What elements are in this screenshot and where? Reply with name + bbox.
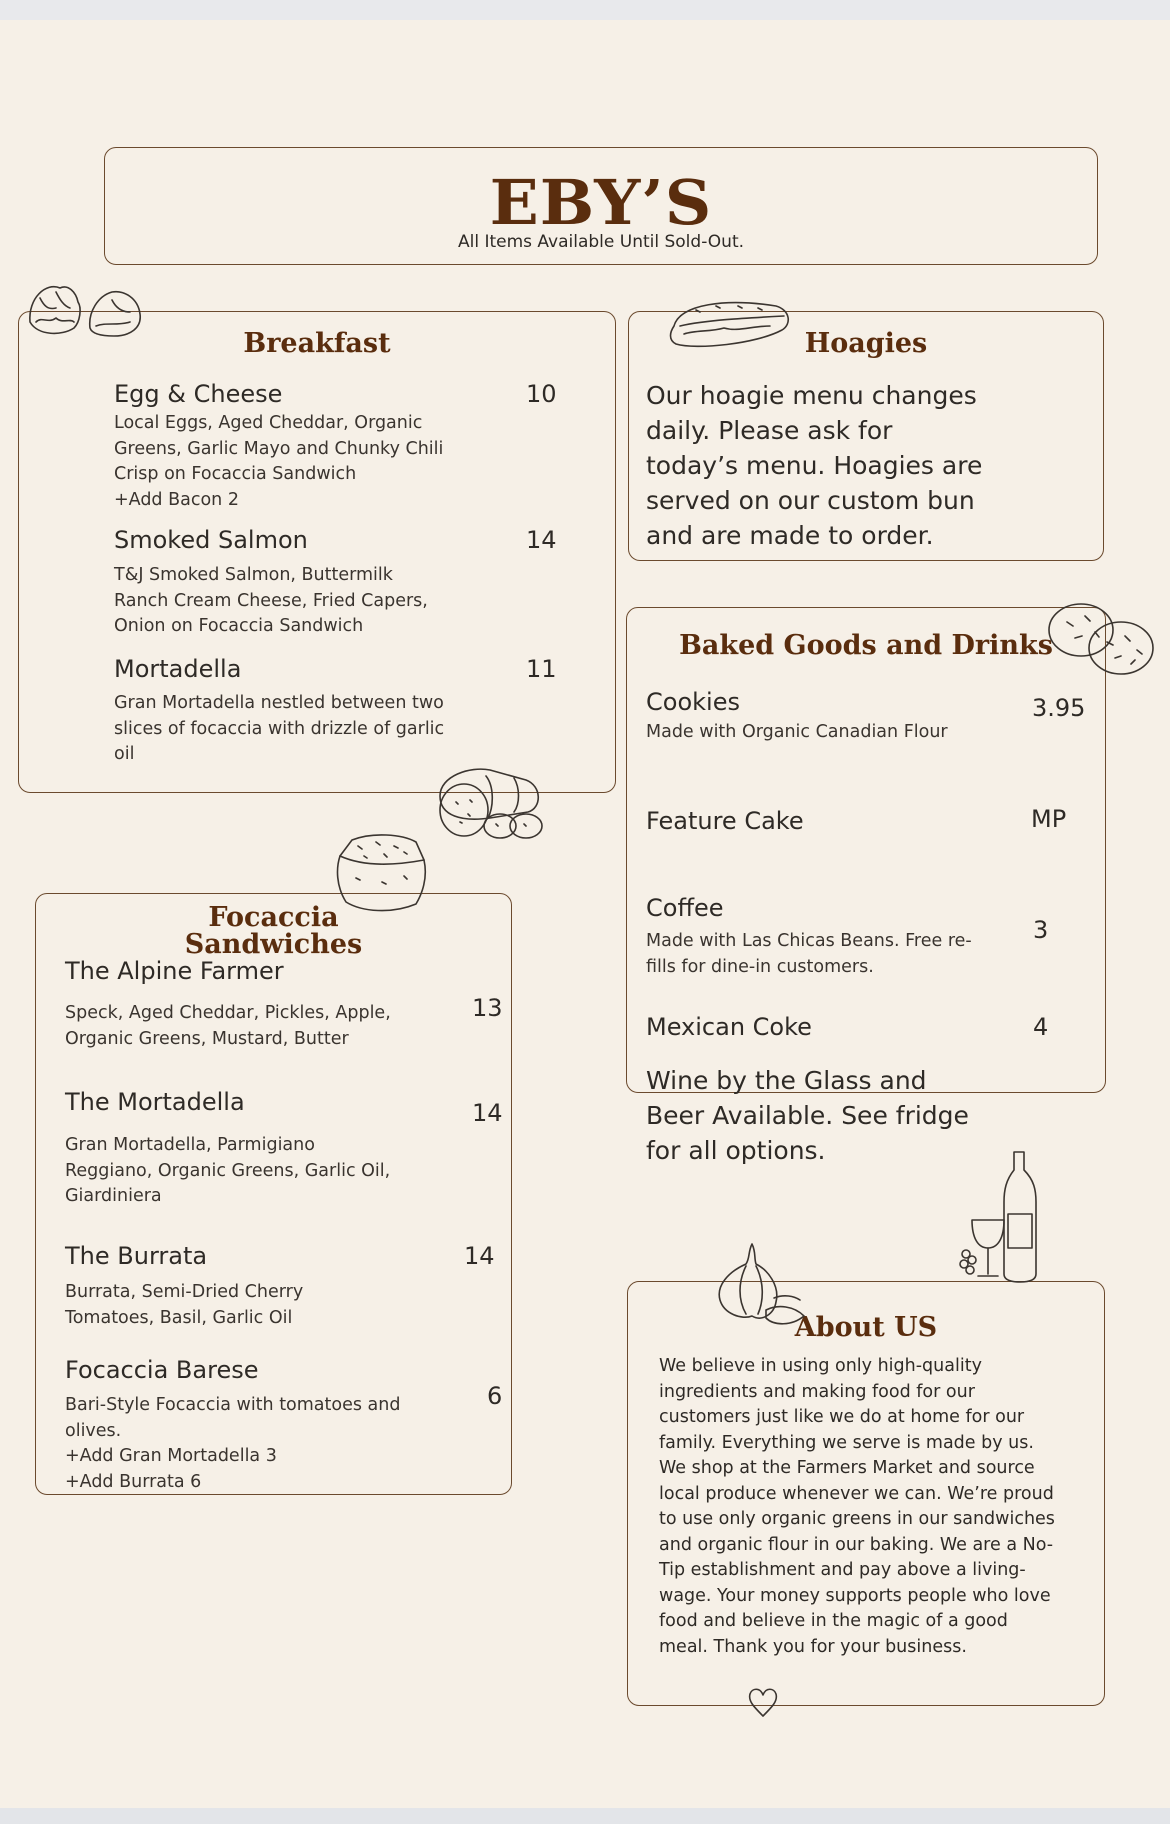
about-text: We believe in using only high-quality ingredients and making food for our customers just like we do at home for our family. Everything we serve is made by us. We shop at the Farmers Market and source local produce whenever we can. We’re proud to use only organic greens in our sandwiches and organic flour in our baking. We are a No-Tip establishment and pay above a living-wage. Your money supports people who love food and believe in the magic of a good meal. Thank you for your business. <box>659 1356 1055 1657</box>
item-alpine-farmer-price: 13 <box>472 994 503 1022</box>
menu-page <box>0 20 1170 1808</box>
item-focaccia-barese-addon-mortadella: +Add Gran Mortadella 3 <box>65 1446 277 1466</box>
item-smoked-salmon-name: Smoked Salmon <box>114 526 308 554</box>
item-egg-cheese-desc: Local Eggs, Aged Cheddar, Organic Greens, Garlic Mayo and Chunky Chili Crisp on Focaccia Sandwich +Add Bacon 2 <box>114 413 444 510</box>
restaurant-title: EBY’S <box>489 166 713 239</box>
item-feature-cake-price: MP <box>1031 805 1067 833</box>
item-egg-cheese-price: 10 <box>526 380 557 408</box>
item-mexican-coke-price: 4 <box>1033 1013 1049 1041</box>
cookies-icon <box>1045 600 1155 678</box>
item-egg-cheese-name: Egg & Cheese <box>114 380 283 408</box>
breakfast-title: Breakfast <box>199 330 435 357</box>
item-burrata-name: The Burrata <box>65 1242 208 1270</box>
baked-goods-title: Baked Goods and Drinks <box>677 632 1055 659</box>
item-alpine-farmer-name: The Alpine Farmer <box>65 957 284 985</box>
item-mexican-coke-name: Mexican Coke <box>646 1013 812 1041</box>
drinks-note: Wine by the Glass and Beer Available. See fridge for all options. <box>646 1066 969 1165</box>
baked-goods-section <box>626 607 1106 1165</box>
item-focaccia-barese-desc: Bari-Style Focaccia with tomatoes and olives. +Add Gran Mortadella 3 +Add Burrata 6 <box>65 1395 401 1492</box>
item-coffee-name: Coffee <box>646 894 724 922</box>
mortadella-sausage-icon <box>430 756 554 846</box>
item-alpine-farmer-desc: Speck, Aged Cheddar, Pickles, Apple, Organic Greens, Mustard, Butter <box>65 1003 391 1049</box>
focaccia-bread-icon <box>332 830 430 916</box>
wine-bottle-icon <box>958 1150 1040 1286</box>
focaccia-section <box>35 893 512 1495</box>
eggshell-icon <box>26 278 146 348</box>
item-mortadella-price: 11 <box>526 655 557 683</box>
item-focaccia-barese-addon-burrata: +Add Burrata 6 <box>65 1471 202 1492</box>
breakfast-section <box>18 311 616 793</box>
item-the-mortadella-name: The Mortadella <box>65 1088 245 1116</box>
header-box <box>104 147 1098 265</box>
item-cookies-desc: Made with Organic Canadian Flour <box>646 722 948 742</box>
item-coffee-desc: Made with Las Chicas Beans. Free re-fills for dine-in customers. <box>646 931 972 977</box>
item-egg-cheese-addon: +Add Bacon 2 <box>114 489 239 510</box>
hoagies-text: Our hoagie menu changes daily. Please ask for today’s menu. Hoagies are served on our custom bun and are made to order. <box>646 381 983 550</box>
bottom-bar <box>0 1808 1170 1824</box>
item-cookies-name: Cookies <box>646 688 740 716</box>
item-burrata-price: 14 <box>464 1242 495 1270</box>
item-smoked-salmon-desc: T&J Smoked Salmon, Buttermilk Ranch Cream Cheese, Fried Capers, Onion on Focaccia Sandwich <box>114 565 428 636</box>
item-mortadella-desc: Gran Mortadella nestled between two slices of focaccia with drizzle of garlic oil <box>114 693 445 764</box>
garlic-icon <box>712 1242 816 1328</box>
about-section <box>627 1281 1105 1706</box>
item-smoked-salmon-price: 14 <box>526 526 557 554</box>
item-focaccia-barese-price: 6 <box>487 1382 503 1410</box>
focaccia-title: Focaccia Sandwiches <box>116 904 431 958</box>
hoagies-title: Hoagies <box>779 330 953 357</box>
item-burrata-desc: Burrata, Semi-Dried Cherry Tomatoes, Basil, Garlic Oil <box>65 1282 304 1328</box>
item-focaccia-barese-name: Focaccia Barese <box>65 1356 259 1384</box>
heart-icon <box>746 1685 780 1719</box>
item-the-mortadella-price: 14 <box>472 1099 503 1127</box>
about-title: About US <box>748 1314 984 1341</box>
item-cookies-price: 3.95 <box>1032 694 1086 722</box>
item-feature-cake-name: Feature Cake <box>646 807 804 835</box>
item-the-mortadella-desc: Gran Mortadella, Parmigiano Reggiano, Organic Greens, Garlic Oil, Giardiniera <box>65 1135 391 1206</box>
item-coffee-price: 3 <box>1033 916 1049 944</box>
tagline: All Items Available Until Sold-Out. <box>457 232 745 252</box>
item-mortadella-name: Mortadella <box>114 655 242 683</box>
hoagie-sandwich-icon <box>666 296 794 362</box>
